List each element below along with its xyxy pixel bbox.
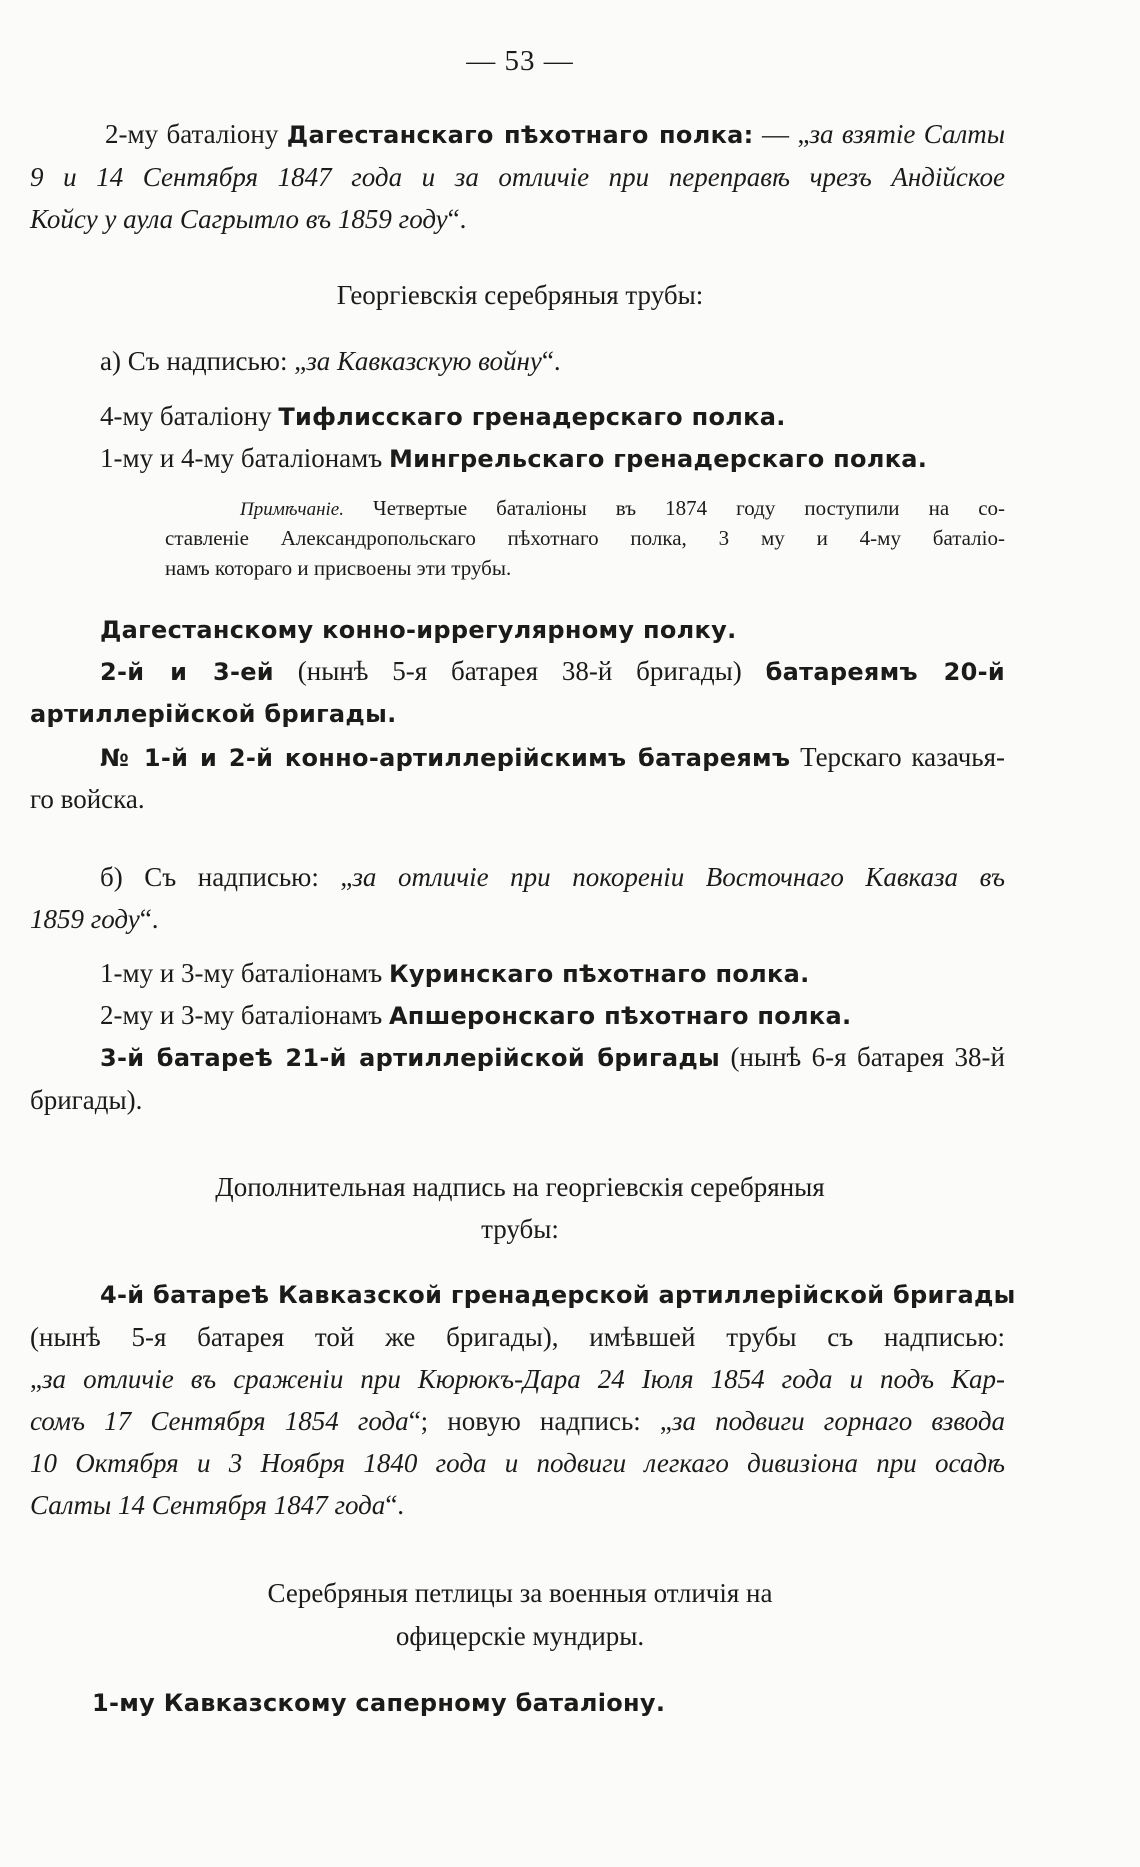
unit-name: Дагестанскаго пѣхотнаго полка: [286, 121, 754, 149]
inscription: Койсу у аула Сагрытло въ 1859 году [30, 204, 448, 234]
text: 2-му и 3-му баталіонамъ [100, 1000, 389, 1030]
text: “. [139, 904, 159, 934]
text: б) Съ надписью: „ [100, 862, 353, 892]
text: (нынѣ 6-я батарея 38-й [720, 1042, 1005, 1072]
text-line [100, 740, 1005, 775]
unit-name: Куринскаго пѣхотнаго полка. [388, 960, 810, 988]
text-line: бригады). [30, 1085, 143, 1115]
note-text: Четвертые баталіоны въ 1874 году поступили на со- [373, 496, 1006, 520]
text-line [100, 654, 1005, 689]
text-line [100, 956, 810, 991]
text-line [30, 902, 158, 936]
unit-name: батареямъ 20-й [765, 658, 1005, 686]
text-line: (нынѣ 5-я батарея той же бригады), имѣвшей трубы съ надписью: [30, 1322, 1005, 1352]
inscription: 1859 году [30, 904, 140, 934]
inscription: за взятіе Салты [809, 119, 1006, 149]
section-heading: трубы: [481, 1214, 559, 1244]
text-line [30, 1404, 1005, 1438]
text: 1-му и 3-му баталіонамъ [100, 958, 389, 988]
text: Терскаго казачья- [790, 742, 1005, 772]
text: — „ [753, 119, 810, 149]
unit-name: Мингрельскаго гренадерскаго полка. [388, 445, 928, 473]
text: 1-му и 4-му баталіонамъ [100, 443, 389, 473]
text: “. [541, 346, 561, 376]
text-line: го войска. [30, 784, 145, 814]
section-heading: Дополнительная надпись на георгіевскія серебряныя [215, 1172, 825, 1202]
text-line [100, 399, 786, 434]
inscription-line: 10 Октября и 3 Ноября 1840 года и подвиги легкаго дивизіона при осадѣ [30, 1448, 1005, 1478]
note-label: Примѣчаніе. [240, 499, 344, 520]
unit-line: артиллерійской бригады. [30, 700, 397, 728]
unit-line: 4-й батареѣ Кавказской гренадерской артиллерійской бригады [100, 1281, 1016, 1309]
text-line [100, 998, 851, 1033]
unit-name: Апшеронскаго пѣхотнаго полка. [388, 1002, 852, 1030]
note-line: намъ котораго и присвоены эти трубы. [165, 556, 512, 580]
unit-line: Дагестанскому конно-иррегулярному полку. [100, 616, 737, 644]
section-heading: офицерскіе мундиры. [395, 1621, 645, 1651]
text: а) Съ надписью: „ [100, 346, 307, 376]
text-line [100, 441, 927, 476]
note-line: ставленіе Александропольскаго пѣхотнаго полка, 3 му и 4-му баталіо- [165, 526, 1005, 550]
text-line [100, 1040, 1005, 1075]
section-heading: Серебряныя петлицы за военныя отличія на [267, 1578, 773, 1608]
unit-name: 2-й и 3-ей [100, 658, 274, 686]
unit-line: 1-му Кавказскому саперному баталіону. [92, 1689, 666, 1717]
section-heading: Георгіевскія серебряныя трубы: [336, 280, 704, 310]
text: “; новую надпись: „ [408, 1406, 672, 1436]
inscription: сомъ 17 Сентября 1854 года [30, 1406, 409, 1436]
unit-name: Тифлисскаго гренадерскаго полка. [278, 403, 786, 431]
text-line [105, 117, 1005, 152]
text: 4-му баталіону [100, 401, 279, 431]
text: „ [30, 1364, 42, 1394]
inscription-line: 9 и 14 Сентября 1847 года и за отличіе при переправѣ чрезъ Андійское [30, 162, 1005, 192]
subsection-label [100, 344, 561, 378]
note-line [240, 494, 1005, 524]
text-line [30, 202, 466, 236]
text: 2-му баталіону [105, 119, 287, 149]
text: “. [385, 1490, 405, 1520]
unit-name: № 1-й и 2-й конно-артиллерійскимъ батареямъ [100, 744, 791, 772]
text: (нынѣ 5-я батарея 38-й бригады) [273, 656, 766, 686]
page-number: — 53 — [466, 45, 574, 77]
inscription: за отличіе въ сраженіи при Кюрюкъ-Дара 24 Іюля 1854 года и подъ Кар- [41, 1364, 1005, 1394]
inscription: за Кавказскую войну [306, 346, 542, 376]
inscription: за отличіе при покореніи Восточнаго Кавказа въ [352, 862, 1005, 892]
unit-name: 3-й батареѣ 21-й артиллерійской бригады [100, 1044, 721, 1072]
inscription: за подвиги горнаго взвода [671, 1406, 1005, 1436]
inscription: Салты 14 Сентября 1847 года [30, 1490, 386, 1520]
text: “. [447, 204, 467, 234]
text-line [30, 1362, 1005, 1396]
text-line [30, 1488, 404, 1522]
subsection-label [100, 860, 1005, 894]
